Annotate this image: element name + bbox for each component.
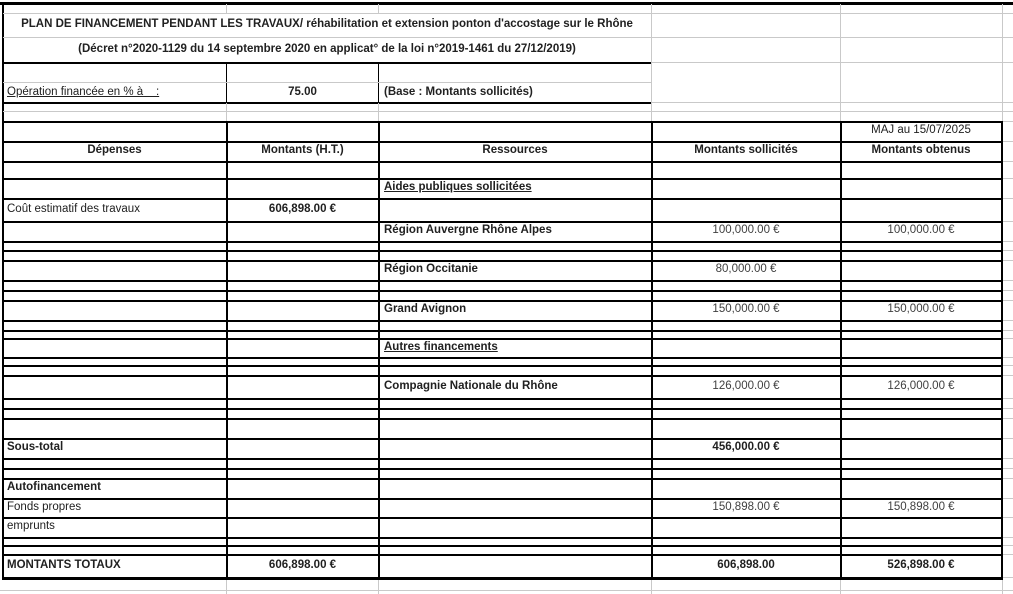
grid-line: [1003, 198, 1013, 199]
grid-line: [1003, 260, 1013, 261]
cell-maj-date[interactable]: MAJ au 15/07/2025: [871, 124, 971, 137]
grid-line: [1003, 141, 1013, 142]
grid-line: [1003, 250, 1013, 251]
grid-line: [2, 418, 1003, 420]
cell-autofinancement-label[interactable]: Autofinancement: [7, 481, 101, 494]
cell-operation-label[interactable]: Opération financée en % à :: [7, 85, 160, 98]
grid-line: [651, 4, 652, 121]
grid-line: [378, 4, 379, 13]
cell-region-aura-obtenu[interactable]: 100,000.00 €: [887, 224, 955, 237]
grid-line: [2, 545, 1003, 547]
grid-line: [226, 103, 227, 121]
grid-line: [1003, 468, 1013, 469]
grid-line: [378, 121, 380, 578]
grid-line: [1003, 365, 1013, 366]
cell-region-occitanie-sollicite[interactable]: 80,000.00 €: [715, 263, 777, 276]
grid-line: [1003, 438, 1013, 439]
grid-line: [1003, 458, 1013, 459]
grid-line: [1003, 290, 1013, 291]
grid-line: [1003, 330, 1013, 331]
grid-line: [1003, 338, 1013, 339]
grid-line: [1003, 221, 1013, 222]
cell-title-line2[interactable]: (Décret n°2020-1129 du 14 septembre 2020 en applicat° de la loi n°2019-1461 du 27/12/2019): [78, 42, 576, 55]
grid-line: [1003, 577, 1013, 578]
cell-cnr-sollicite[interactable]: 126,000.00 €: [712, 379, 780, 392]
header-montants-ht[interactable]: Montants (H.T.): [261, 144, 344, 157]
grid-line: [1003, 375, 1013, 376]
grid-line: [2, 320, 1003, 322]
cell-grand-avignon-sollicite[interactable]: 150,000.00 €: [712, 303, 780, 316]
header-depenses[interactable]: Dépenses: [87, 144, 142, 157]
grid-line: [2, 62, 651, 64]
grid-line: [1003, 478, 1013, 479]
cell-grand-avignon-label[interactable]: Grand Avignon: [384, 303, 467, 316]
grid-line: [2, 330, 1003, 332]
grid-line: [2, 468, 1003, 470]
grid-line: [1003, 320, 1013, 321]
grid-line: [2, 280, 1003, 282]
grid-line: [1003, 280, 1013, 281]
grid-line: [2, 290, 1003, 292]
grid-line: [1002, 580, 1003, 594]
grid-line: [1003, 241, 1013, 242]
grid-line: [1003, 517, 1013, 518]
cell-sous-total-sollicite[interactable]: 456,000.00 €: [712, 441, 780, 454]
grid-line: [651, 580, 652, 594]
grid-line: [1001, 121, 1003, 578]
cell-region-aura-sollicite[interactable]: 100,000.00 €: [712, 224, 780, 237]
cell-montants-totaux-sollicite[interactable]: 606,898.00: [717, 559, 775, 572]
cell-grand-avignon-obtenu[interactable]: 150,000.00 €: [887, 303, 955, 316]
grid-line: [651, 62, 1013, 63]
grid-line: [1003, 121, 1013, 122]
cell-cout-estimatif-label[interactable]: Coût estimatif des travaux: [7, 202, 140, 215]
cell-operation-note[interactable]: (Base : Montants sollicités): [384, 85, 533, 98]
grid-line: [2, 161, 1003, 163]
cell-montants-totaux-obtenu[interactable]: 526,898.00 €: [887, 559, 955, 572]
cell-region-aura-label[interactable]: Région Auvergne Rhône Alpes: [384, 224, 552, 237]
grid-line: [1003, 398, 1013, 399]
cell-emprunts-label[interactable]: emprunts: [7, 520, 55, 533]
grid-line: [2, 537, 1003, 539]
grid-line: [1003, 418, 1013, 419]
header-montants-sollicites[interactable]: Montants sollicités: [694, 144, 798, 157]
cell-montants-totaux-ht[interactable]: 606,898.00 €: [268, 559, 337, 572]
grid-line: [2, 357, 1003, 359]
grid-line: [0, 2, 1013, 5]
cell-sous-total-label[interactable]: Sous-total: [7, 441, 64, 454]
grid-line: [2, 241, 1003, 243]
grid-line: [2, 458, 1003, 460]
cell-autres-financements-header[interactable]: Autres financements: [384, 340, 498, 353]
cell-fonds-propres-obtenu[interactable]: 150,898.00 €: [887, 500, 955, 513]
grid-line: [840, 580, 841, 594]
grid-line: [378, 103, 379, 121]
header-ressources[interactable]: Ressources: [482, 144, 548, 157]
grid-line: [226, 580, 227, 594]
grid-line: [3, 111, 1013, 112]
grid-line: [1003, 498, 1013, 499]
grid-line: [1003, 537, 1013, 538]
grid-line: [0, 590, 1013, 591]
grid-line: [226, 4, 227, 13]
cell-operation-value[interactable]: 75.00: [288, 85, 317, 98]
grid-line: [1003, 300, 1013, 301]
grid-line: [1003, 408, 1013, 409]
cell-fonds-propres-sollicite[interactable]: 150,898.00 €: [712, 500, 780, 513]
cell-montants-totaux-label[interactable]: MONTANTS TOTAUX: [7, 559, 121, 572]
cell-aides-publiques-header[interactable]: Aides publiques sollicitées: [384, 181, 532, 194]
grid-line: [2, 365, 1003, 367]
grid-line: [2, 408, 1003, 410]
grid-line: [2, 398, 1003, 400]
cell-cnr-obtenu[interactable]: 126,000.00 €: [887, 379, 955, 392]
grid-line: [651, 102, 1013, 103]
header-montants-obtenus[interactable]: Montants obtenus: [871, 144, 971, 157]
cell-cnr-label[interactable]: Compagnie Nationale du Rhône: [384, 379, 558, 392]
grid-line: [1003, 178, 1013, 179]
grid-line: [1003, 554, 1013, 555]
cell-region-occitanie-label[interactable]: Région Occitanie: [384, 263, 478, 276]
grid-line: [1003, 161, 1013, 162]
grid-line: [1003, 357, 1013, 358]
grid-line: [378, 580, 379, 594]
grid-line: [2, 250, 1003, 252]
cell-cout-estimatif-montant[interactable]: 606,898.00 €: [268, 202, 337, 215]
cell-fonds-propres-label[interactable]: Fonds propres: [7, 500, 82, 513]
grid-line: [1003, 545, 1013, 546]
grid-line: [226, 121, 228, 578]
grid-line: [1002, 4, 1003, 121]
cell-title-line1[interactable]: PLAN DE FINANCEMENT PENDANT LES TRAVAUX/ réhabilitation et extension ponton d'accostage sur le Rhône: [21, 18, 633, 31]
grid-line: [840, 4, 841, 121]
